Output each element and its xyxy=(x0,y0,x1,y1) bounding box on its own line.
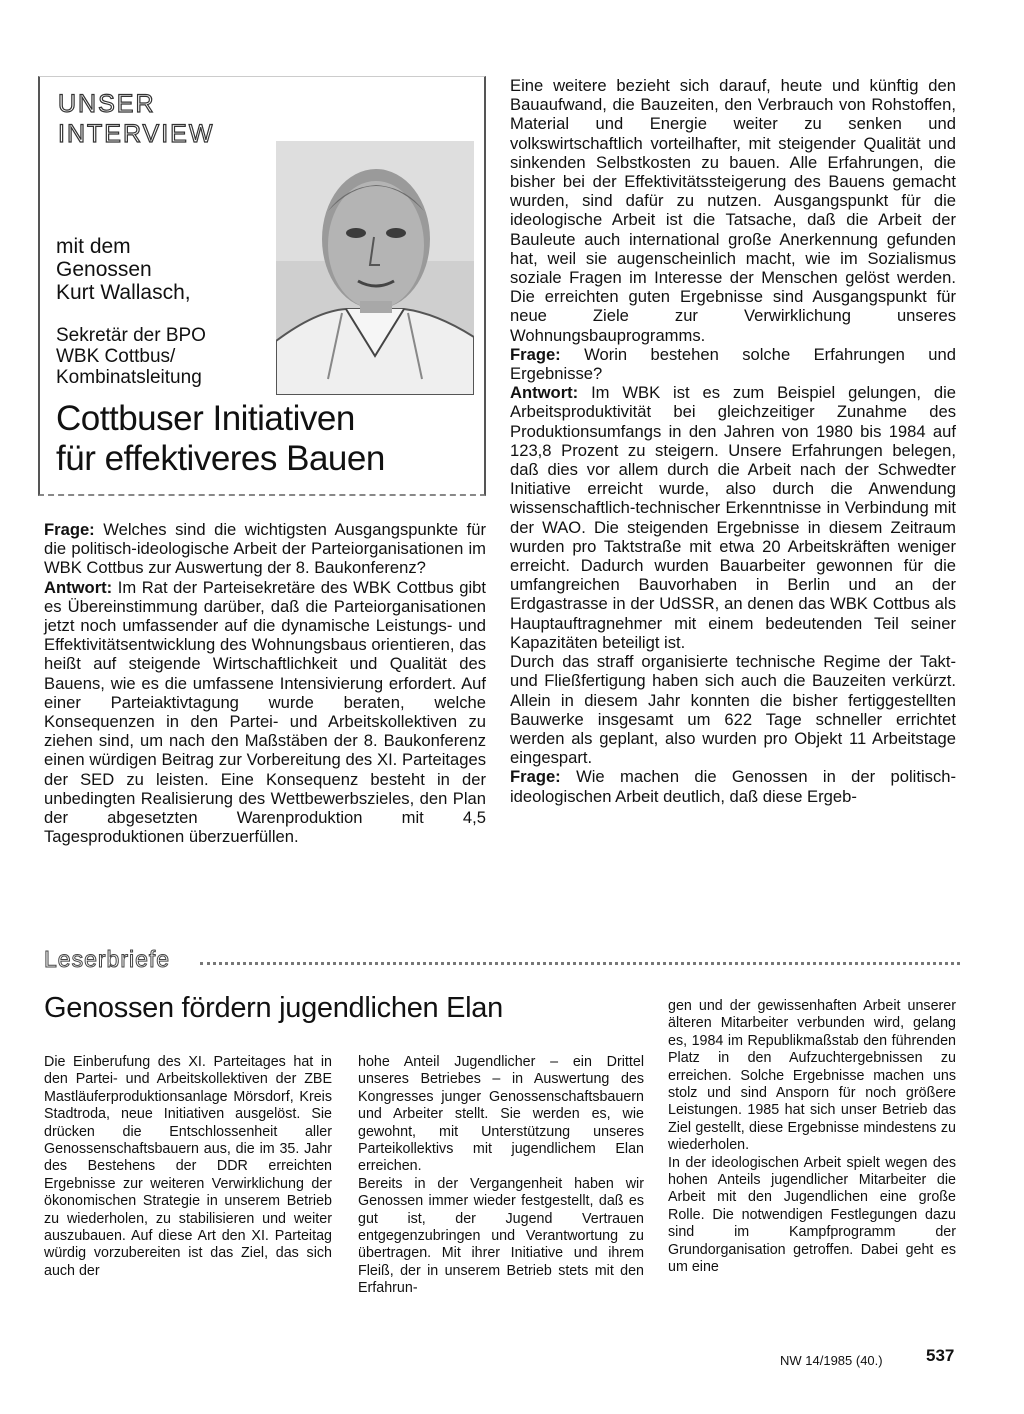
intro-line: Kurt Wallasch, xyxy=(56,281,191,304)
speaker-label: Frage: xyxy=(510,767,561,787)
paragraph: gen und der gewissenhaften Arbeit unserer älteren Mitarbeiter verbunden wird, gelang es, 1984 im Republikmaßstab den führenden Platz in den Aufzuchtergebnissen zu erreichen. Solche Ergebnisse machen uns stolz und sind Ansporn für noch größere Leistungen. 1985 hat sich unser Betrieb das Ziel gestellt, diese Ergebnisse mindestens zu wiederholen. xyxy=(668,998,956,1154)
headline-line: für effektiveres Bauen xyxy=(56,439,385,478)
letter-column-2 xyxy=(358,1054,644,1298)
paragraph-text: Im WBK ist es zum Beispiel gelungen, die Arbeitsproduktivität bei gleichzeitiger Zunahme des Produktionsumfangs in den Jahren von 1980 bis 1984 auf 123,8 Prozent zu steigern. Unsere Erfahrungen belegen, daß dies vor allem durch die Arbeit nach der Schwedter Initiative erreicht wurde, also durch die Anwendung wissenschaftlich-technischer Erkenntnisse in Verbindung mit der WAO. Die steigenden Ergebnisse in diesem Zeitraum wurden pro Taktstraße mit etwa 20 Arbeitskräften weniger erreicht. Dadurch wurden Bauarbeiter gewonnen für die umfangreichen Bauvorhaben in Berlin und an der Erdgastrasse in der UdSSR, an denen das WBK Cottbus als Hauptauftragnehmer mit einem bedeutenden Teil seiner Kapazitäten beteiligt ist. xyxy=(510,383,956,652)
interview-role xyxy=(56,325,271,388)
role-line: WBK Cottbus/ xyxy=(56,346,176,367)
interview-kicker xyxy=(58,89,214,149)
paragraph-text: Durch das straff organisierte technische Regime der Takt- und Fließfertigung haben sich auch die Bauzeiten verkürzt. Allein in diesem Jahr konnten die bisher fertiggestellten Bauwerke insgesamt um 622 Tage schneller errichtet werden als geplant, also wurden pro Objekt 11 Arbeitstage eingespart. xyxy=(510,652,956,768)
interview-headline xyxy=(56,399,476,479)
paragraph: In der ideologischen Arbeit spielt wegen des hohen Anteils jugendlicher Mitarbeiter die Arbeit mit den Jugendlichen eine große Rolle. Die notwendigen Festlegungen dazu sind im Kampfprogramm der Grundorganisation getroffen. Dabei geht es um eine xyxy=(668,1154,956,1276)
page-number: 537 xyxy=(926,1346,955,1365)
intro-line: Genossen xyxy=(56,258,152,281)
letter-headline: Genossen fördern jugendlichen Elan xyxy=(44,992,503,1024)
speaker-label: Frage: xyxy=(44,520,95,539)
paragraph xyxy=(44,520,486,578)
speaker-label: Antwort: xyxy=(44,577,113,597)
section-label-leserbriefe: Leserbriefe xyxy=(44,946,171,972)
interview-intro xyxy=(56,235,266,304)
headline-line: Cottbuser Initiativen xyxy=(56,399,355,438)
paragraph: hohe Anteil Jugendlicher – ein Drittel unseres Betriebes – in Auswertung des Kongresses junger Genossenschaftsbauern und Arbeiter stellt. Sie werden es, wie gewohnt, mit Unterstützung unseres Parteikollektivs mit jugendlichem Elan erreichen. xyxy=(358,1054,644,1175)
paragraph xyxy=(510,345,956,383)
role-line: Sekretär der BPO xyxy=(56,325,206,346)
interview-left-column xyxy=(44,520,486,846)
paragraph: Bereits in der Vergangenheit haben wir Genossen immer wieder festgestellt, daß es gut ist, der Jugend Vertrauen entgegenzubringen und Verantwortung zu übertragen. Mit ihrer Initiative und ihrem Fleiß, der in unserem Betrieb stets mit den Erfahrun- xyxy=(358,1175,644,1297)
section-divider xyxy=(200,962,960,969)
portrait-image xyxy=(276,141,474,395)
paragraph-text: Wie machen die Genossen in der politisch-ideologischen Arbeit deutlich, daß diese Ergeb- xyxy=(510,767,956,806)
paragraph xyxy=(510,652,956,767)
paragraph-text: Eine weitere bezieht sich darauf, heute und künftig den Bauaufwand, die Bauzeiten, den Verbrauch von Rohstoffen, Material und Energie weiter zu senken und volkswirtschaftlich vorteilhafter, mit steigender Qualität und sinkenden Selbstkosten zu bauen. Alle Erfahrungen, die bisher bei der Effektivitätssteigerung des Bauens gemacht wurden, sind dafür zu nutzen. Ausgangspunkt für die ideologische Arbeit ist die Tatsache, daß die Arbeit der Bauleute auch international große Anerkennung gefunden hat, weil sie augenscheinlich macht, wie im Sozialismus soziale Fragen im Interesse der Menschen gelöst werden. Die erreichten guten Ergebnisse sind Ausgangspunkt für neue Ziele zur Verwirklichung unseres Wohnungsbauprogramms. xyxy=(510,76,956,345)
kicker-line-2: INTERVIEW xyxy=(58,120,215,148)
issue-reference: NW 14/1985 (40.) xyxy=(780,1353,883,1368)
letter-column-3 xyxy=(668,998,956,1277)
role-line: Kombinatsleitung xyxy=(56,367,202,388)
portrait-photo xyxy=(276,141,474,395)
paragraph-text: Welches sind die wichtigsten Ausgangspunkte für die politisch-ideologische Arbeit der Parteiorganisationen im WBK Cottbus zur Auswertung der 8. Baukonferenz? xyxy=(44,520,486,578)
letter-column-1 xyxy=(44,1054,332,1280)
paragraph xyxy=(44,578,486,847)
interview-box xyxy=(38,76,486,496)
paragraph xyxy=(510,767,956,805)
interview-right-column xyxy=(510,76,956,806)
paragraph xyxy=(510,76,956,345)
speaker-label: Frage: xyxy=(510,344,561,364)
kicker-line-1: UNSER xyxy=(58,90,156,118)
paragraph-text: Im Rat der Parteisekretäre des WBK Cottbus gibt es Übereinstimmung darüber, daß die Parteiorganisationen jetzt noch umfassender auf die dynamische Leistungs- und Effektivitätsentwicklung des Wohnungsbaus orientieren, das heißt auf steigende Wirtschaftlichkeit und Qualität des Bauens, wie es die umfassene Intensivierung erfordert. Auf einer Parteiaktivtagung wurde beraten, welche Konsequenzen in den Partei- und Arbeitskollektiven zu ziehen sind, um nach den Maßstäben der 8. Baukonferenz einen würdigen Beitrag zur Vorbereitung des XI. Parteitages der SED zu leisten. Eine Konsequenz besteht in der unbedingten Realisierung des Wettbewerbszieles, den Plan der abgesetzten Warenproduktion mit 4,5 Tagesproduktionen überzuerfüllen. xyxy=(44,577,486,847)
intro-line: mit dem xyxy=(56,235,131,258)
paragraph-text: Worin bestehen solche Erfahrungen und Ergebnisse? xyxy=(510,344,956,384)
paragraph: Die Einberufung des XI. Parteitages hat in den Partei- und Arbeitskollektiven der ZBE Mastläuferproduktionsanlage Mörsdorf, Kreis Stadtroda, neue Initiativen ausgelöst. Sie drücken die Entschlossenheit aller Genossenschaftsbauern aus, die im 35. Jahr des Bestehens der DDR erreichten Ergebnisse zur weiteren Verwirklichung der ökonomischen Strategie in unserem Betrieb zu wiederholen, zu stabilisieren und weiter auszubauen. Auf diese Art den XI. Parteitag würdig vorzubereiten ist das Ziel, das sich auch der xyxy=(44,1054,332,1279)
paragraph xyxy=(510,383,956,652)
speaker-label: Antwort: xyxy=(510,383,579,403)
